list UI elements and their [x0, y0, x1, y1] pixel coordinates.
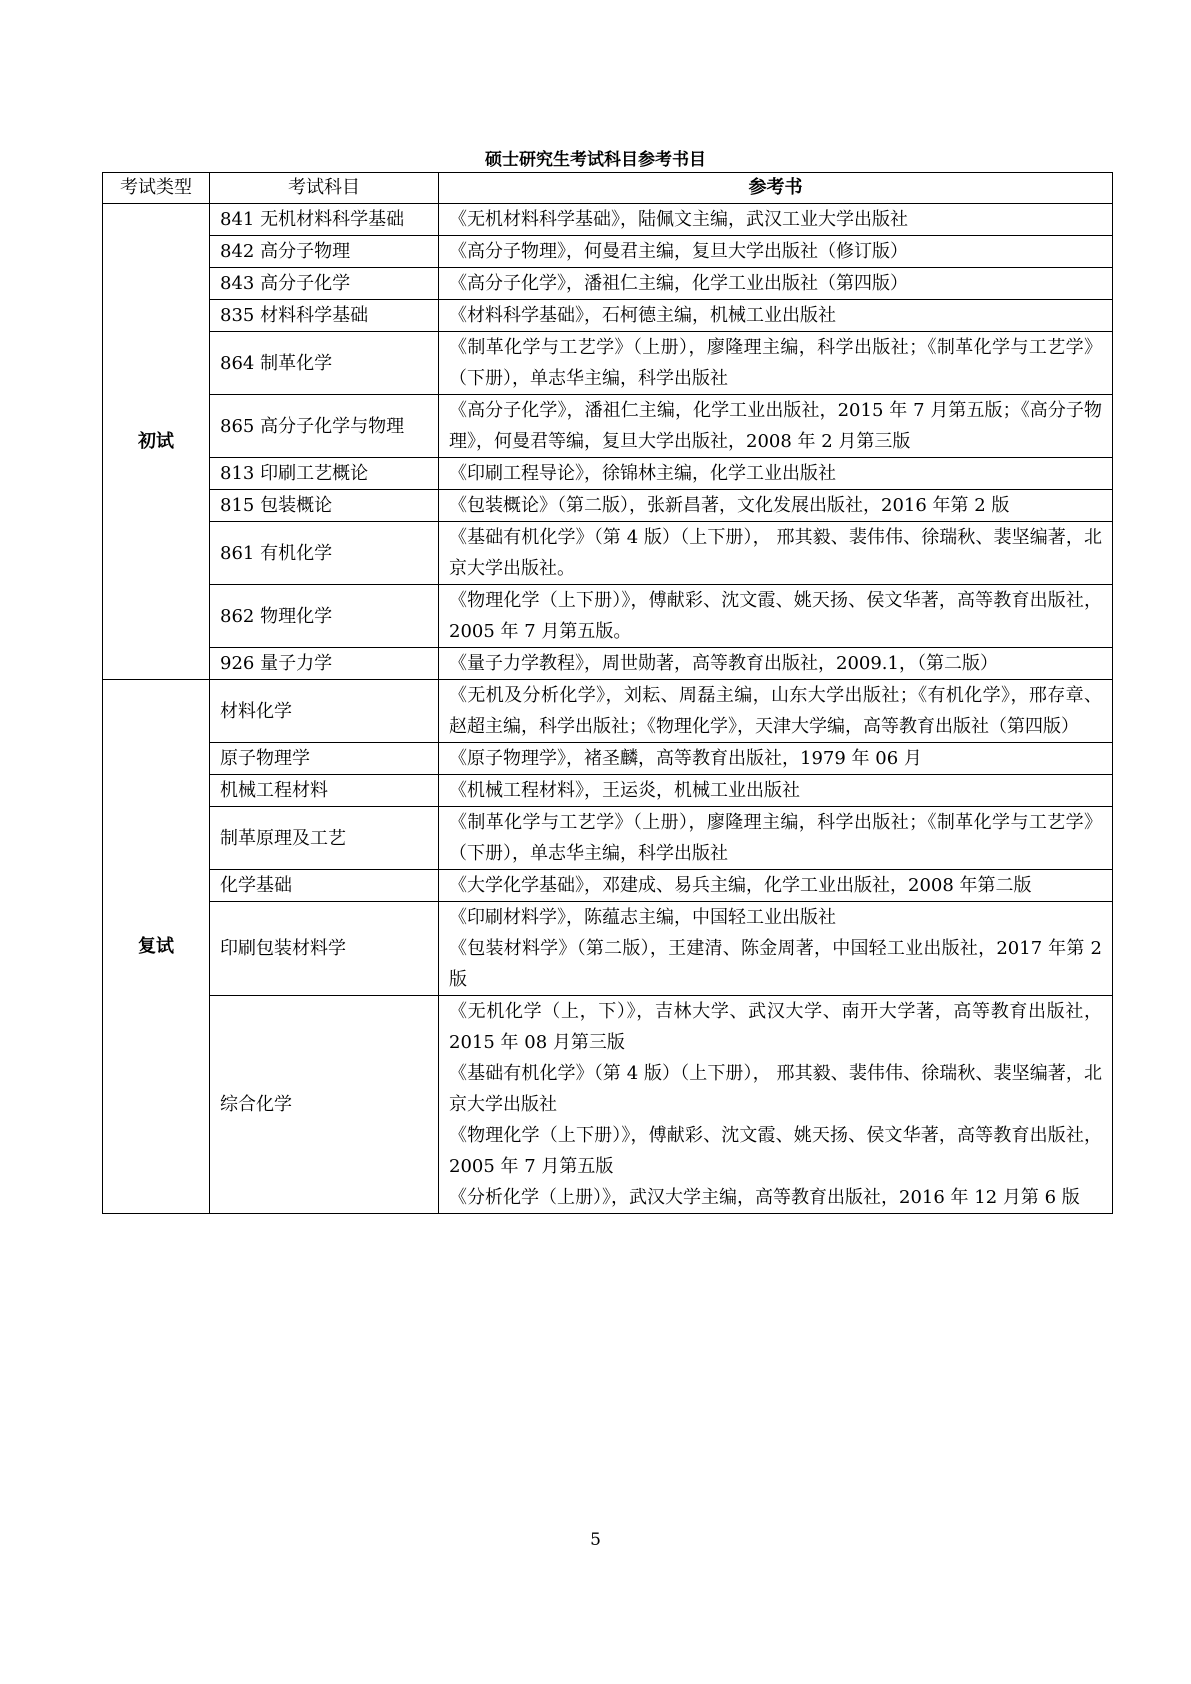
subject-cell: 机械工程材料 — [210, 775, 439, 807]
reference-book-entry: 《物理化学（上下册）》，傅献彩、沈文霞、姚天扬、侯文华著，高等教育出版社，2005 年 7 月第五版。 — [449, 590, 1102, 642]
reference-book-cell — [439, 585, 1113, 648]
reference-book-entry: 《高分子化学》，潘祖仁主编，化学工业出版社（第四版） — [449, 273, 908, 294]
reference-book-cell — [439, 870, 1113, 902]
subject-cell: 制革原理及工艺 — [210, 807, 439, 870]
reference-book-entry: 《基础有机化学》（第 4 版）（上下册）， 邢其毅、裴伟伟、徐瑞秋、裴坚编著，北京大学出版社 — [449, 1063, 1102, 1115]
reference-book-cell — [439, 236, 1113, 268]
reference-book-entry: 《包装材料学》（第二版），王建清、陈金周著，中国轻工业出版社，2017 年第 2 版 — [449, 938, 1102, 990]
reference-book-cell — [439, 807, 1113, 870]
reference-book-entry: 《包装概论》（第二版），张新昌著，文化发展出版社，2016 年第 2 版 — [449, 495, 1010, 516]
subject-cell: 926 量子力学 — [210, 648, 439, 680]
table-row — [103, 458, 1113, 490]
reference-book-entry: 《高分子化学》，潘祖仁主编，化学工业出版社，2015 年 7 月第五版；《高分子物理》，何曼君等编，复旦大学出版社，2008 年 2 月第三版 — [449, 400, 1102, 452]
reference-book-cell — [439, 648, 1113, 680]
table-row — [103, 490, 1113, 522]
table-row — [103, 775, 1113, 807]
reference-book-cell — [439, 458, 1113, 490]
reference-book-entry: 《机械工程材料》，王运炎，机械工业出版社 — [449, 780, 800, 801]
reference-book-entry: 《制革化学与工艺学》（上册），廖隆理主编，科学出版社；《制革化学与工艺学》（下册），单志华主编，科学出版社 — [449, 812, 1102, 864]
reference-book-cell — [439, 775, 1113, 807]
reference-book-entry: 《原子物理学》，褚圣麟，高等教育出版社，1979 年 06 月 — [449, 748, 922, 769]
reference-book-cell — [439, 680, 1113, 743]
page-number: 5 — [590, 1530, 601, 1550]
reference-book-entry: 《量子力学教程》，周世勋著，高等教育出版社，2009.1，（第二版） — [449, 653, 998, 674]
reference-book-entry: 《基础有机化学》（第 4 版）（上下册）， 邢其毅、裴伟伟、徐瑞秋、裴坚编著，北京大学出版社。 — [449, 527, 1102, 579]
table-row — [103, 902, 1113, 996]
table-row — [103, 236, 1113, 268]
subject-cell: 印刷包装材料学 — [210, 902, 439, 996]
reference-book-entry: 《无机及分析化学》，刘耘、周磊主编，山东大学出版社；《有机化学》，邢存章、赵超主编，科学出版社；《物理化学》，天津大学编，高等教育出版社（第四版） — [449, 685, 1102, 737]
reference-book-cell — [439, 395, 1113, 458]
reference-book-cell — [439, 743, 1113, 775]
header-books: 参考书 — [439, 173, 1113, 204]
reference-book-entry: 《印刷工程导论》，徐锦林主编，化学工业出版社 — [449, 463, 836, 484]
reference-book-entry: 《制革化学与工艺学》（上册），廖隆理主编，科学出版社；《制革化学与工艺学》（下册），单志华主编，科学出版社 — [449, 337, 1102, 389]
table-row — [103, 204, 1113, 236]
reference-book-entry: 《无机化学（上，下）》，吉林大学、武汉大学、南开大学著，高等教育出版社，2015 年 08 月第三版 — [449, 1001, 1102, 1053]
subject-cell: 813 印刷工艺概论 — [210, 458, 439, 490]
reference-book-cell — [439, 268, 1113, 300]
subject-cell: 842 高分子物理 — [210, 236, 439, 268]
header-subject: 考试科目 — [210, 173, 439, 204]
reference-book-entry: 《大学化学基础》，邓建成、易兵主编，化学工业出版社，2008 年第二版 — [449, 875, 1032, 896]
table-row — [103, 522, 1113, 585]
table-row — [103, 743, 1113, 775]
exam-type-cell: 初试 — [103, 204, 210, 680]
subject-cell: 865 高分子化学与物理 — [210, 395, 439, 458]
table-row — [103, 680, 1113, 743]
reference-book-entry: 《印刷材料学》，陈蕴志主编，中国轻工业出版社 — [449, 907, 836, 928]
header-type: 考试类型 — [103, 173, 210, 204]
subject-cell: 843 高分子化学 — [210, 268, 439, 300]
subject-cell: 841 无机材料科学基础 — [210, 204, 439, 236]
subject-cell: 835 材料科学基础 — [210, 300, 439, 332]
reference-book-entry: 《物理化学（上下册）》，傅献彩、沈文霞、姚天扬、侯文华著，高等教育出版社，2005 年 7 月第五版 — [449, 1125, 1102, 1177]
reference-book-cell — [439, 300, 1113, 332]
subject-cell: 化学基础 — [210, 870, 439, 902]
subject-cell: 861 有机化学 — [210, 522, 439, 585]
table-row — [103, 807, 1113, 870]
table-header-row — [103, 173, 1113, 204]
subject-cell: 815 包装概论 — [210, 490, 439, 522]
page-title: 硕士研究生考试科目参考书目 — [485, 150, 706, 170]
subject-cell: 864 制革化学 — [210, 332, 439, 395]
reference-book-cell — [439, 490, 1113, 522]
table-row — [103, 996, 1113, 1214]
table-row — [103, 395, 1113, 458]
reference-book-entry: 《高分子物理》，何曼君主编，复旦大学出版社（修订版） — [449, 241, 908, 262]
table-row — [103, 268, 1113, 300]
reference-book-cell — [439, 522, 1113, 585]
reference-book-entry: 《材料科学基础》，石柯德主编，机械工业出版社 — [449, 305, 836, 326]
exam-type-cell: 复试 — [103, 680, 210, 1214]
reference-book-cell — [439, 902, 1113, 996]
table-row — [103, 332, 1113, 395]
reference-book-entry: 《无机材料科学基础》，陆佩文主编，武汉工业大学出版社 — [449, 209, 908, 230]
table-row — [103, 585, 1113, 648]
subject-cell: 综合化学 — [210, 996, 439, 1214]
subject-cell: 原子物理学 — [210, 743, 439, 775]
reference-book-cell — [439, 332, 1113, 395]
reference-table — [102, 172, 1113, 1214]
reference-book-cell — [439, 204, 1113, 236]
subject-cell: 862 物理化学 — [210, 585, 439, 648]
table-row — [103, 870, 1113, 902]
reference-book-cell — [439, 996, 1113, 1214]
table-row — [103, 648, 1113, 680]
table-row — [103, 300, 1113, 332]
reference-book-entry: 《分析化学（上册）》，武汉大学主编，高等教育出版社，2016 年 12 月第 6 版 — [449, 1187, 1080, 1208]
subject-cell: 材料化学 — [210, 680, 439, 743]
